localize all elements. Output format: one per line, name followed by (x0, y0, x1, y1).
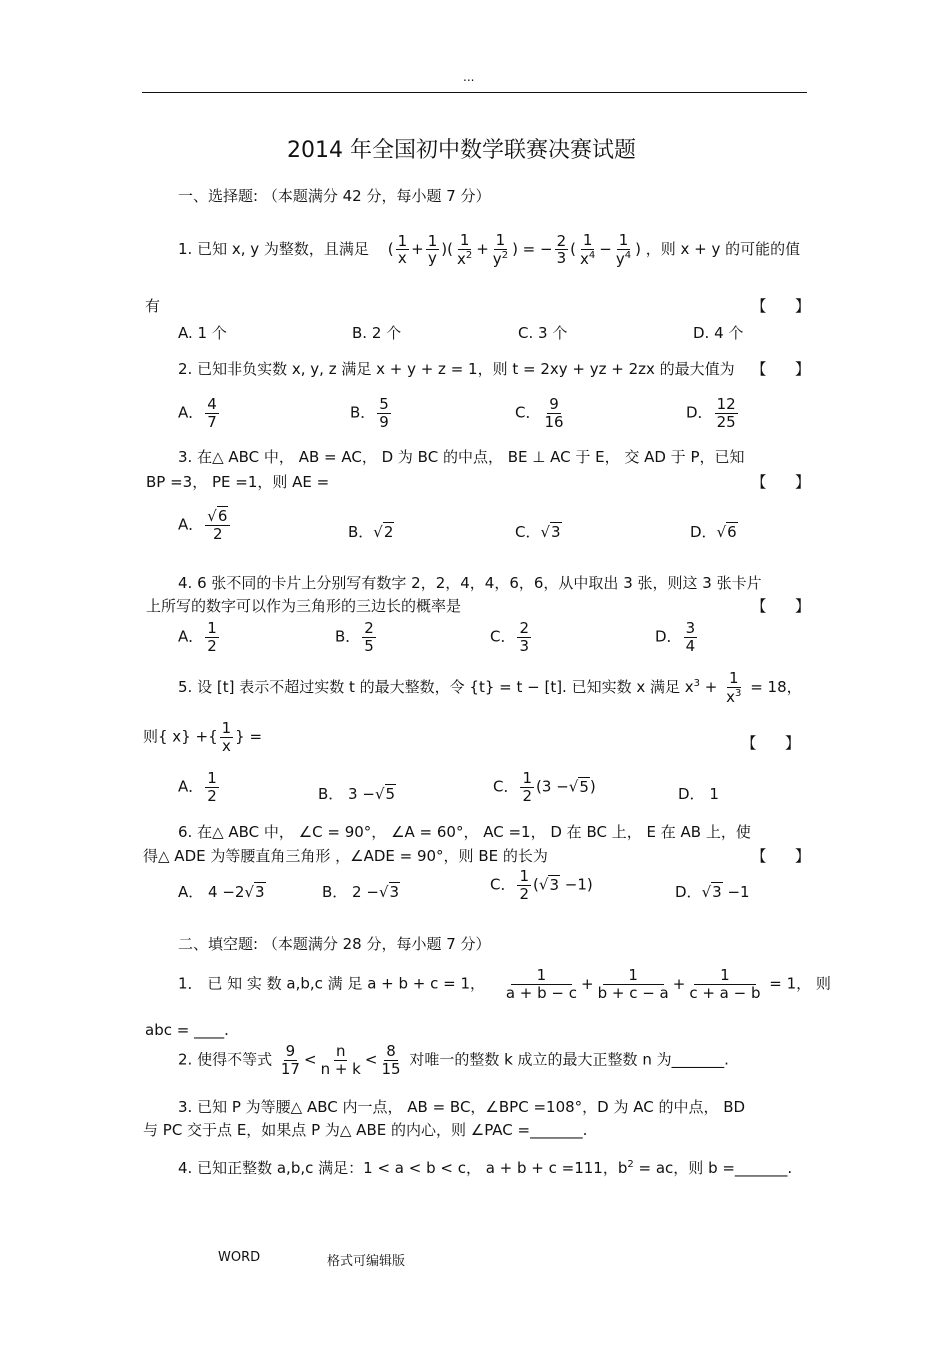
q2-option-d: D． $\frac{12}{25}$ (686, 395, 736, 431)
q1-continuation: 有 (145, 297, 161, 315)
f1-line2: abc = ____. (145, 1021, 229, 1039)
q1-option-a: A. 1 个 (178, 324, 227, 342)
footer-left: WORD (218, 1250, 261, 1265)
q3-answer-bracket: 【 】 (751, 473, 810, 491)
q1-equation: ( $\frac{1}{x}$ + $\frac{1}{y}$ )( $\frac{1}{x^2}$ + $\frac{1}{y^2}$ ) = − $\frac{2}{3}$ ( $\frac{1}{x^4}$ − $\frac{1}{y^4}$ ) (387, 231, 641, 268)
q1-answer-bracket: 【 】 (751, 297, 810, 315)
q3-option-c: C．√3 (515, 523, 561, 541)
q5-option-d: D． 1 (678, 785, 719, 803)
f1-line1: 1． 已 知 实 数 a,b,c 满 足 a + b + c = 1， $\frac{1}{a + b - c}$ + $\frac{1}{b + c - a}$ + $\frac{1}{c + a - b}$ = 1， 则 (178, 966, 831, 1002)
q2-option-c: C． $\frac{9}{16}$ (515, 395, 564, 431)
q3-option-a: A． $\frac{√6}{2}$ (178, 508, 232, 542)
q5-line2: 则{ x} +{ $\frac{1}{x}$ } = (143, 719, 263, 755)
f4: 4. 已知正整数 a,b,c 满足：1 < a < b < c， a + b + c =111，$b^2$ = ac，则 b =_______. (178, 1159, 793, 1177)
section1-heading: 一、选择题: （本题满分 42 分，每小题 7 分） (178, 187, 491, 205)
q2 (178, 358, 735, 379)
q5-option-b: B． 3 −√5 (318, 785, 396, 803)
q1-option-c: C. 3 个 (518, 324, 568, 342)
q6-option-a: A． 4 −2√3 (178, 883, 265, 901)
q3-line2: BP =3， PE =1，则 AE = (146, 473, 330, 491)
q4-option-d: D． $\frac{3}{4}$ (655, 619, 696, 655)
q3-option-d: D．√6 (690, 523, 737, 541)
q1-text: 已知 x, y 为整数，且满足 (197, 240, 369, 258)
q1-option-b: B. 2 个 (352, 324, 402, 342)
q6-line2: 得△ ADE 为等腰直角三角形 ，∠ADE = 90°，则 BE 的长为 (143, 847, 548, 865)
q4-line2: 上所写的数字可以作为三角形的三边长的概率是 (146, 597, 462, 615)
f2: 2. 使得不等式 $\frac{9}{17}$ < $\frac{n}{n + k}$ < $\frac{8}{15}$ 对唯一的整数 k 成立的最大正整数 n 为_______. (178, 1042, 729, 1078)
q2-text: 已知非负实数 x, y, z 满足 x + y + z = 1，则 t = 2xy + yz + 2zx 的最大值为 (197, 360, 735, 378)
section2-heading: 二、填空题: （本题满分 28 分，每小题 7 分） (178, 935, 491, 953)
f3-line1: 3. 已知 P 为等腰△ ABC 内一点， AB = BC，∠BPC =108°，D 为 AC 的中点， BD (178, 1098, 746, 1116)
f3-line2: 与 PC 交于点 E，如果点 P 为△ ABE 的内心，则 ∠PAC =_______. (143, 1121, 588, 1139)
q5-line1: 5. 设 [t] 表示不超过实数 t 的最大整数，令 {t} = t − [t]. 已知实数 x 满足 $x^3$ + $\frac{1}{x^3}$ = 18， (178, 669, 802, 706)
q5-option-c: C． $\frac{1}{2}$ (3 −√5) (493, 769, 596, 805)
q2-answer-bracket: 【 】 (751, 360, 810, 378)
q1-text-end: ，则 x + y 的可能的值 (645, 240, 801, 258)
q6-option-c: C． $\frac{1}{2}$ (√3 −1) (490, 867, 593, 903)
q5-option-a: A． $\frac{1}{2}$ (178, 769, 217, 805)
q4-option-c: C． $\frac{2}{3}$ (490, 619, 530, 655)
page-title: 2014 年全国初中数学联赛决赛试题 (287, 138, 636, 163)
q6-line1: 6. 在△ ABC 中， ∠C = 90°， ∠A = 60°， AC =1， D 在 BC 上， E 在 AB 上，使 (178, 823, 751, 841)
q2-option-a: A． $\frac{4}{7}$ (178, 395, 217, 431)
q5-answer-bracket: 【 】 (741, 734, 800, 752)
q1 (178, 232, 800, 267)
q2-number: 2. (178, 360, 193, 378)
q3-line1: 3. 在△ ABC 中， AB = AC， D 为 BC 的中点， BE ⊥ AC 于 E， 交 AD 于 P，已知 (178, 448, 745, 466)
q3-option-b: B．√2 (348, 523, 394, 541)
q6-option-d: D．√3 −1 (675, 883, 750, 901)
footer-right: 格式可编辑版 (327, 1254, 406, 1269)
q4-option-b: B． $\frac{2}{5}$ (335, 619, 374, 655)
q4-line1: 4. 6 张不同的卡片上分别写有数字 2，2，4，4，6，6，从中取出 3 张，则这 3 张卡片 (178, 574, 762, 592)
header-rule (142, 92, 807, 93)
q1-option-d: D. 4 个 (693, 324, 744, 342)
q4-option-a: A． $\frac{1}{2}$ (178, 619, 217, 655)
q6-option-b: B． 2 −√3 (322, 883, 400, 901)
q6-answer-bracket: 【 】 (751, 847, 810, 865)
q4-answer-bracket: 【 】 (751, 597, 810, 615)
header-dots: ... (463, 70, 475, 84)
q2-option-b: B． $\frac{5}{9}$ (350, 395, 389, 431)
q1-number: 1. (178, 240, 193, 258)
